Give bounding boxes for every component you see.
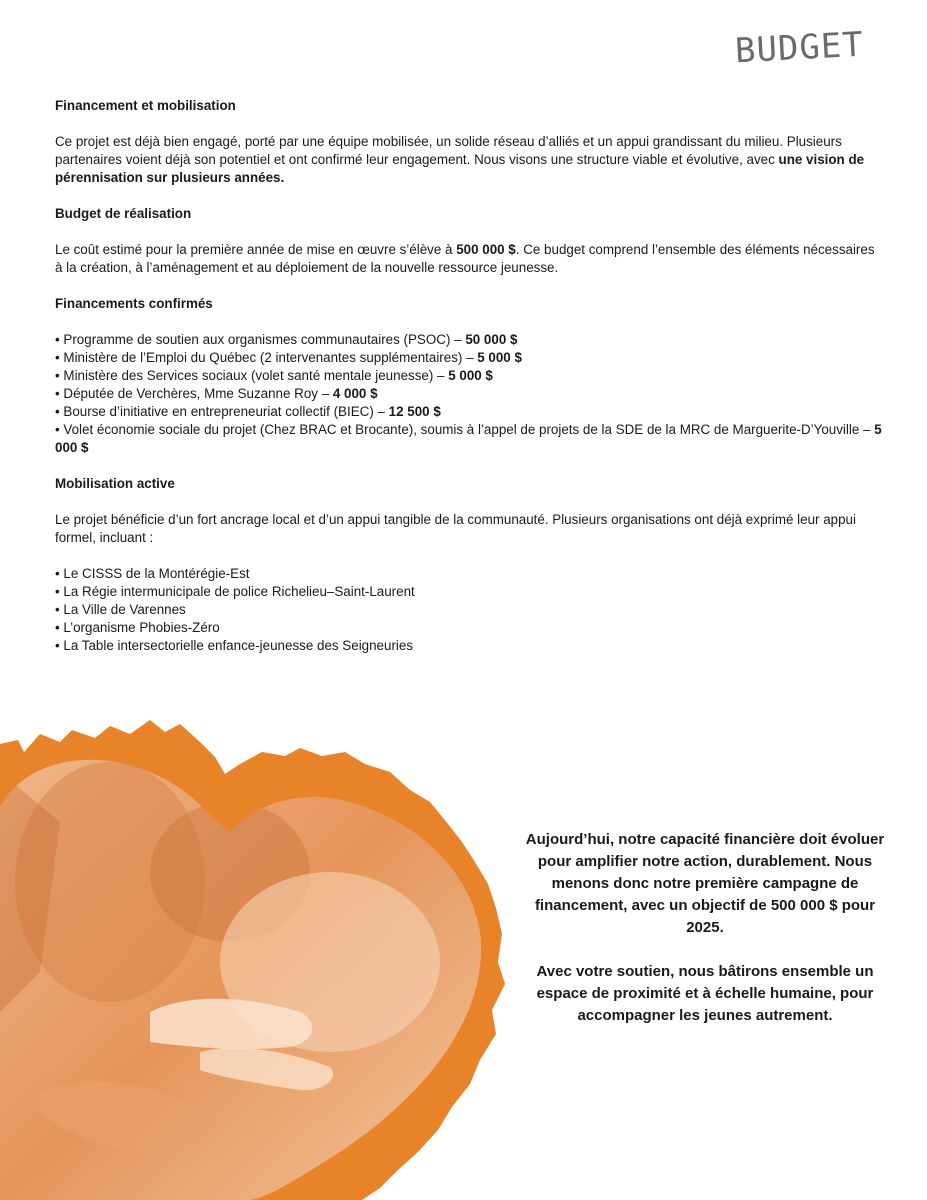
campaign-callout: [520, 829, 890, 1049]
main-content: [55, 97, 885, 673]
list-organisations: [55, 565, 885, 655]
budget-amount: 500 000 $: [456, 242, 516, 257]
heading-financements-confirmes: Financements confirmés: [55, 296, 213, 311]
list-item: • Le CISSS de la Montérégie-Est: [55, 566, 250, 581]
list-financements: [55, 331, 885, 457]
list-item: • L’organisme Phobies-Zéro: [55, 620, 220, 635]
callout-paragraph-1: Aujourd’hui, notre capacité financière doit évoluer pour amplifier notre action, durablement. Nous menons donc notre première campagne de financement, avec un objectif de 500 000 $ pour 2025.: [525, 831, 885, 936]
list-item: • Bourse d’initiative en entrepreneuriat collectif (BIEC) – 12 500 $: [55, 404, 441, 419]
list-item: • La Table intersectorielle enfance-jeunesse des Seigneuries: [55, 638, 414, 653]
section-title-budget: BUDGET: [734, 24, 865, 72]
paragraph-mobilisation: Le projet bénéficie d’un fort ancrage local et d’un appui tangible de la communauté. Plusieurs organisations ont déjà exprimé leur appui formel, incluant :: [55, 512, 856, 545]
list-item: • La Ville de Varennes: [55, 602, 186, 617]
heading-financement: Financement et mobilisation: [55, 98, 236, 113]
paragraph-financement: Ce projet est déjà bien engagé, porté par une équipe mobilisée, un solide réseau d’alliés et un appui grandissant du milieu. Plusieurs partenaires voient déjà son potentiel et ont confirmé leur engagement. Nous visons une structure viable et évolutive, avec une vision de pérennisation sur plusieurs années.: [55, 134, 865, 185]
heading-mobilisation: Mobilisation active: [55, 476, 175, 491]
list-item: • Ministère de l’Emploi du Québec (2 intervenantes supplémentaires) – 5 000 $: [55, 350, 522, 365]
heading-budget: Budget de réalisation: [55, 206, 192, 221]
orange-heart-frame-photo-icon: [0, 712, 510, 1200]
list-item: • Ministère des Services sociaux (volet santé mentale jeunesse) – 5 000 $: [55, 368, 493, 383]
list-item: • Députée de Verchères, Mme Suzanne Roy – 4 000 $: [55, 386, 378, 401]
list-item: • Volet économie sociale du projet (Chez BRAC et Brocante), soumis à l’appel de projets de la SDE de la MRC de Marguerite-D’Youville – 5 000 $: [55, 422, 882, 455]
paragraph-budget: Le coût estimé pour la première année de mise en œuvre s’élève à 500 000 $. Ce budget comprend l’ensemble des éléments nécessaires à la création, à l’aménagement et au déploiement de la nouvelle ressource jeunesse.: [55, 242, 875, 275]
list-item: • Programme de soutien aux organismes communautaires (PSOC) – 50 000 $: [55, 332, 518, 347]
callout-paragraph-2: Avec votre soutien, nous bâtirons ensemble un espace de proximité et à échelle humaine, pour accompagner les jeunes autrement.: [536, 963, 874, 1024]
list-item: • La Régie intermunicipale de police Richelieu–Saint-Laurent: [55, 584, 415, 599]
